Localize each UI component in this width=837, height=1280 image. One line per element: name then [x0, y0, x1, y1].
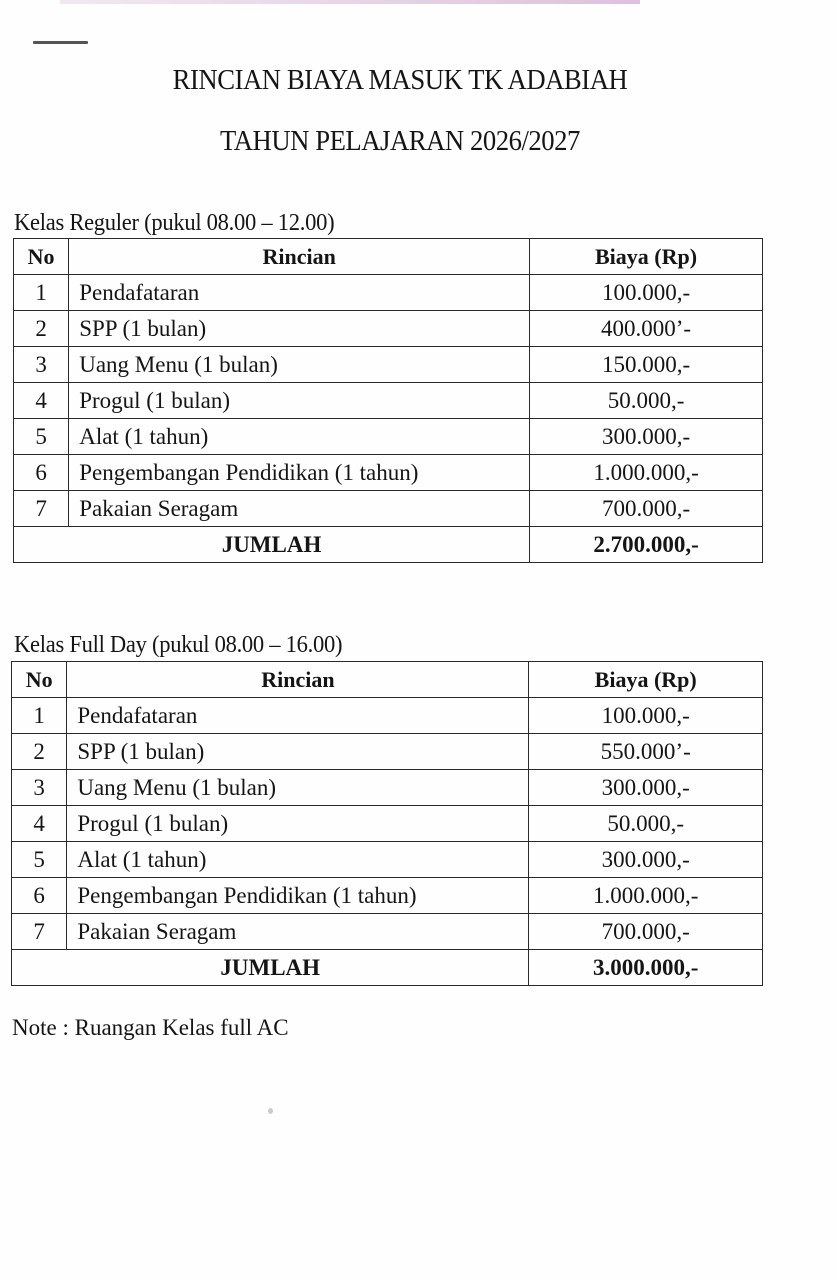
table-header-row [14, 239, 763, 275]
table-header-row [12, 662, 763, 698]
row-item: SPP (1 bulan) [69, 311, 530, 347]
fee-table-reguler [13, 238, 763, 563]
row-no: 1 [12, 698, 67, 734]
row-cost: 50.000,- [530, 383, 763, 419]
row-item: Pendafataran [67, 698, 529, 734]
row-item: Pengembangan Pendidikan (1 tahun) [69, 455, 530, 491]
section-label-reguler: Kelas Reguler (pukul 08.00 – 12.00) [14, 210, 335, 236]
table-row [12, 914, 763, 950]
header-cost: Biaya (Rp) [530, 239, 763, 275]
total-value: 3.000.000,- [529, 950, 763, 986]
paper-speck [268, 1108, 273, 1114]
row-cost: 1.000.000,- [530, 455, 763, 491]
table-row [12, 770, 763, 806]
table-row [14, 419, 763, 455]
top-edge-smudge [60, 0, 640, 4]
row-item: Uang Menu (1 bulan) [69, 347, 530, 383]
table-row [14, 311, 763, 347]
header-item: Rincian [67, 662, 529, 698]
table-row [14, 455, 763, 491]
header-no: No [14, 239, 69, 275]
row-item: Progul (1 bulan) [69, 383, 530, 419]
row-cost: 300.000,- [529, 842, 763, 878]
row-no: 7 [12, 914, 67, 950]
row-cost: 100.000,- [529, 698, 763, 734]
row-no: 3 [12, 770, 67, 806]
table-row [14, 383, 763, 419]
row-item: Pendafataran [69, 275, 530, 311]
row-no: 4 [14, 383, 69, 419]
row-cost: 700.000,- [529, 914, 763, 950]
row-item: Pakaian Seragam [67, 914, 529, 950]
table-row [12, 698, 763, 734]
row-cost: 550.000’- [529, 734, 763, 770]
table-row [14, 491, 763, 527]
row-item: SPP (1 bulan) [67, 734, 529, 770]
header-no: No [12, 662, 67, 698]
row-no: 3 [14, 347, 69, 383]
total-value: 2.700.000,- [530, 527, 763, 563]
pen-mark [33, 41, 88, 44]
row-no: 2 [14, 311, 69, 347]
row-no: 6 [14, 455, 69, 491]
row-item: Progul (1 bulan) [67, 806, 529, 842]
row-no: 5 [12, 842, 67, 878]
row-cost: 50.000,- [529, 806, 763, 842]
row-item: Pengembangan Pendidikan (1 tahun) [67, 878, 529, 914]
row-item: Alat (1 tahun) [69, 419, 530, 455]
fee-table-full-day [11, 661, 763, 986]
row-no: 1 [14, 275, 69, 311]
row-cost: 1.000.000,- [529, 878, 763, 914]
row-no: 6 [12, 878, 67, 914]
document-subtitle: TAHUN PELAJARAN 2026/2027 [220, 125, 580, 157]
row-no: 4 [12, 806, 67, 842]
document-title: RINCIAN BIAYA MASUK TK ADABIAH [172, 64, 628, 96]
row-item: Uang Menu (1 bulan) [67, 770, 529, 806]
table-row [14, 347, 763, 383]
row-cost: 700.000,- [530, 491, 763, 527]
header-cost: Biaya (Rp) [529, 662, 763, 698]
row-cost: 400.000’- [530, 311, 763, 347]
row-cost: 100.000,- [530, 275, 763, 311]
section-label-full-day: Kelas Full Day (pukul 08.00 – 16.00) [14, 632, 343, 658]
total-row [12, 950, 763, 986]
row-no: 2 [12, 734, 67, 770]
table-row [12, 842, 763, 878]
row-cost: 300.000,- [529, 770, 763, 806]
row-cost: 300.000,- [530, 419, 763, 455]
row-no: 5 [14, 419, 69, 455]
row-no: 7 [14, 491, 69, 527]
row-item: Alat (1 tahun) [67, 842, 529, 878]
total-label: JUMLAH [14, 527, 530, 563]
row-cost: 150.000,- [530, 347, 763, 383]
table-row [14, 275, 763, 311]
footnote: Note : Ruangan Kelas full AC [12, 1015, 289, 1040]
header-item: Rincian [69, 239, 530, 275]
table-row [12, 878, 763, 914]
total-row [14, 527, 763, 563]
total-label: JUMLAH [12, 950, 529, 986]
table-row [12, 734, 763, 770]
row-item: Pakaian Seragam [69, 491, 530, 527]
table-row [12, 806, 763, 842]
